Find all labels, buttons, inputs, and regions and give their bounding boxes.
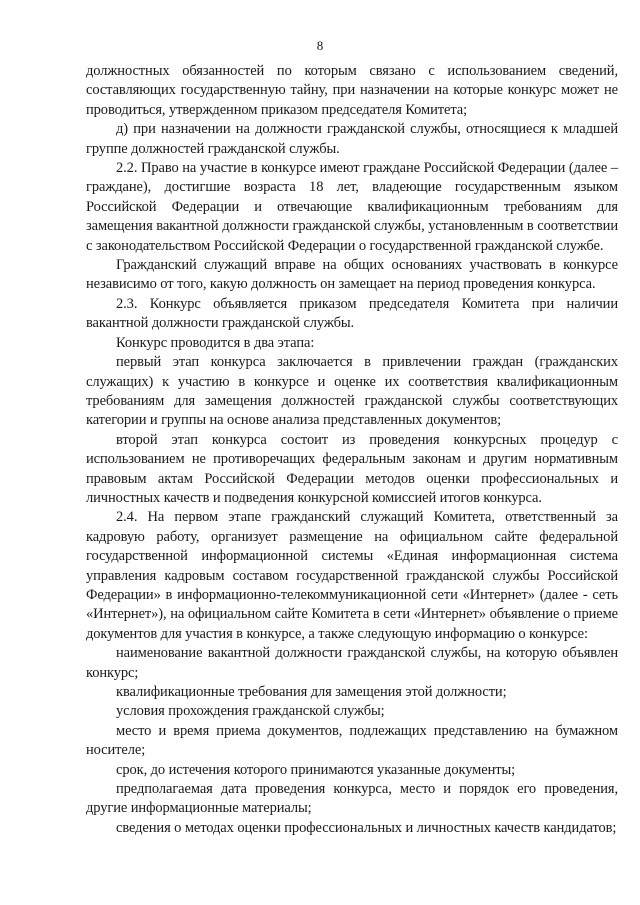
paragraph-3: 2.2. Право на участие в конкурсе имеют граждане Российской Федерации (далее – граждане), достигшие возраста 18 лет, владеющие государственным языком Российской Федерации и отвечающие квалификационным требованиям для замещения вакантной должности гражданской службы, установленным в соответствии с законодательством Российской Федерации о государственной гражданской службе. <box>86 160 618 254</box>
paragraph-12: условия прохождения гражданской службы; <box>116 703 385 720</box>
paragraph-4: Гражданский служащий вправе на общих основаниях участвовать в конкурсе независимо от того, какую должность он замещает на период проведения конкурса. <box>86 257 618 293</box>
paragraph-5: 2.3. Конкурс объявляется приказом председателя Комитета при наличии вакантной должности гражданской службы. <box>86 295 618 332</box>
page-number: 8 <box>316 38 324 53</box>
paragraph-10: наименование вакантной должности гражданской службы, на которую объявлен конкурс; <box>86 645 618 681</box>
paragraph-13: место и время приема документов, подлежащих представлению на бумажном носителе; <box>86 722 618 759</box>
paragraph-6: Конкурс проводится в два этапа: <box>116 334 315 351</box>
document-body <box>86 62 618 838</box>
paragraph-8: второй этап конкурса состоит из проведения конкурсных процедур с использованием не противоречащих федеральным законам и другим нормативным правовым актам Российской Федерации методов оценки профессиональных и личностных качеств и подведения конкурсной комиссией итогов конкурса. <box>86 431 618 506</box>
paragraph-16: сведения о методах оценки профессиональных и личностных качеств кандидатов; <box>116 819 617 836</box>
paragraph-9: 2.4. На первом этапе гражданский служащий Комитета, ответственный за кадровую работу, организует размещение на официальном сайте федеральной государственной информационной системы «Единая информационная система управления кадровым составом государственной гражданской службы Российской Федерации» в информационно-телекоммуникационной сети «Интернет» (далее - сеть «Интернет»), на официальном сайте Комитета в сети «Интернет» объявление о приеме документов для участия в конкурсе, а также следующую информацию о конкурсе: <box>86 509 618 642</box>
paragraph-11: квалификационные требования для замещения этой должности; <box>116 684 507 700</box>
paragraph-7: первый этап конкурса заключается в привлечении граждан (гражданских служащих) к участию в конкурсе и оценке их соответствия квалификационным требованиям для замещения должностей гражданской службы соответствующих категории и группы на основе анализа представленных документов; <box>86 354 618 429</box>
paragraph-1: должностных обязанностей по которым связано с использованием сведений, составляющих государственную тайну, при назначении на которые конкурс может не проводиться, утвержденном приказом председателя Комитета; <box>86 63 618 118</box>
paragraph-15: предполагаемая дата проведения конкурса, место и порядок его проведения, другие информационные материалы; <box>86 781 618 817</box>
paragraph-2: д) при назначении на должности гражданской службы, относящиеся к младшей группе должностей гражданской службы. <box>86 121 618 157</box>
paragraph-14: срок, до истечения которого принимаются указанные документы; <box>116 761 516 778</box>
